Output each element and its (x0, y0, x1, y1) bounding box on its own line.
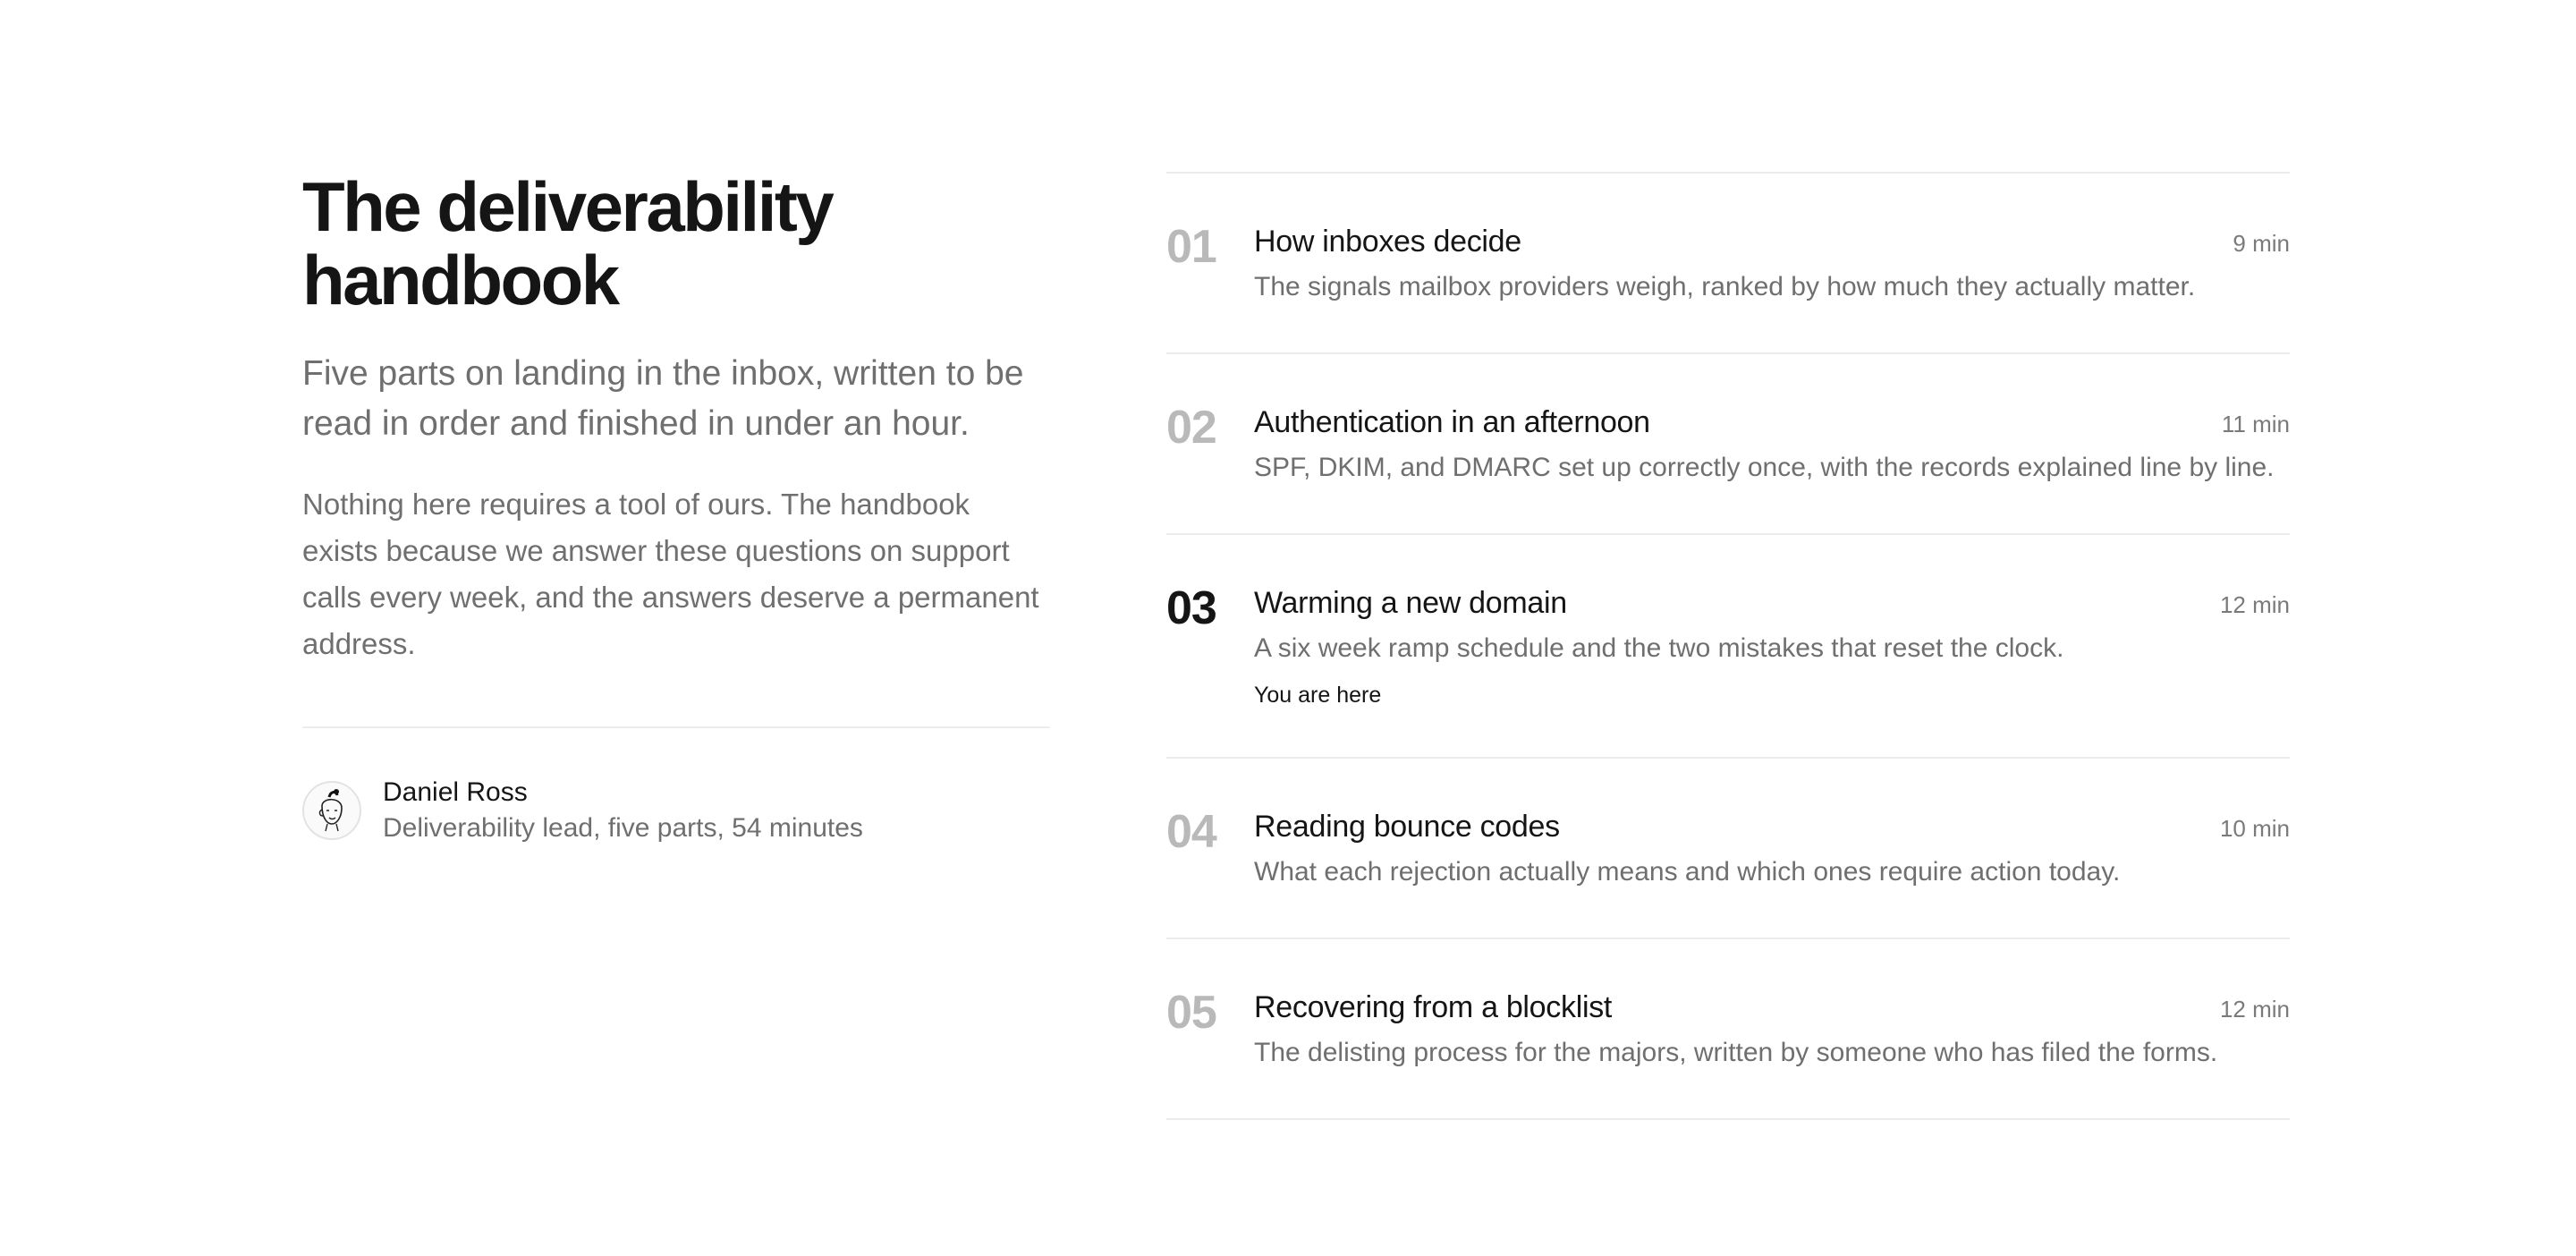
chapter-reading-time: 10 min (2219, 815, 2290, 842)
chapter-description: A six week ramp schedule and the two mistakes that reset the clock. (1254, 633, 2064, 663)
chapter-reading-time: 12 min (2219, 996, 2290, 1023)
chapter-item-02[interactable] (1166, 354, 2290, 535)
chapter-title[interactable]: Warming a new domain (1254, 586, 1567, 620)
chapter-title[interactable]: Recovering from a blocklist (1254, 990, 1613, 1024)
chapter-number: 01 (1166, 221, 1216, 273)
page-title (302, 167, 1050, 319)
chapter-item-01[interactable] (1166, 174, 2290, 354)
intro-column (302, 167, 1050, 846)
chapter-description: The delisting process for the majors, written by someone who has filed the forms. (1254, 1038, 2218, 1067)
chapter-description: SPF, DKIM, and DMARC set up correctly once, with the records explained line by line. (1254, 453, 2275, 482)
avatar (302, 781, 361, 840)
chapter-reading-time: 9 min (2233, 230, 2290, 257)
chapter-item-05[interactable] (1166, 939, 2290, 1120)
chapter-head (1254, 403, 2290, 444)
face-avatar-icon (309, 786, 354, 835)
chapter-head (1254, 222, 2290, 263)
page-title-line-1: The deliverability (302, 167, 833, 246)
chapter-head (1254, 988, 2290, 1029)
author-block (302, 775, 1050, 846)
chapter-title[interactable]: How inboxes decide (1254, 225, 1521, 259)
author-meta: Deliverability lead, five parts, 54 minutes (383, 813, 863, 843)
intro-lede: Five parts on landing in the inbox, written to be read in order and finished in under an hour. (302, 354, 1024, 443)
chapter-number: 02 (1166, 402, 1216, 454)
intro-body: Nothing here requires a tool of ours. The handbook exists because we answer these questions on support calls every week, and the answers deserve a permanent address. (302, 488, 1039, 660)
current-chapter-marker: You are here (1254, 683, 1382, 708)
chapter-item-04[interactable] (1166, 759, 2290, 939)
chapter-title[interactable]: Authentication in an afternoon (1254, 405, 1650, 439)
chapter-description: The signals mailbox providers weigh, ranked by how much they actually matter. (1254, 272, 2196, 301)
author-name: Daniel Ross (383, 777, 528, 807)
chapter-head (1254, 807, 2290, 848)
author-text (383, 775, 863, 846)
page-title-line-2: handbook (302, 241, 618, 319)
chapter-reading-time: 12 min (2219, 591, 2290, 618)
chapter-title[interactable]: Reading bounce codes (1254, 810, 1560, 844)
chapter-list (1166, 172, 2290, 1120)
chapter-number: 05 (1166, 987, 1216, 1039)
chapter-number: 04 (1166, 806, 1216, 858)
chapter-item-03[interactable] (1166, 535, 2290, 759)
intro-divider (302, 726, 1050, 728)
chapter-number: 03 (1166, 582, 1216, 634)
chapter-reading-time: 11 min (2221, 411, 2290, 437)
chapter-description: What each rejection actually means and which ones require action today. (1254, 857, 2121, 887)
chapter-head (1254, 583, 2290, 624)
